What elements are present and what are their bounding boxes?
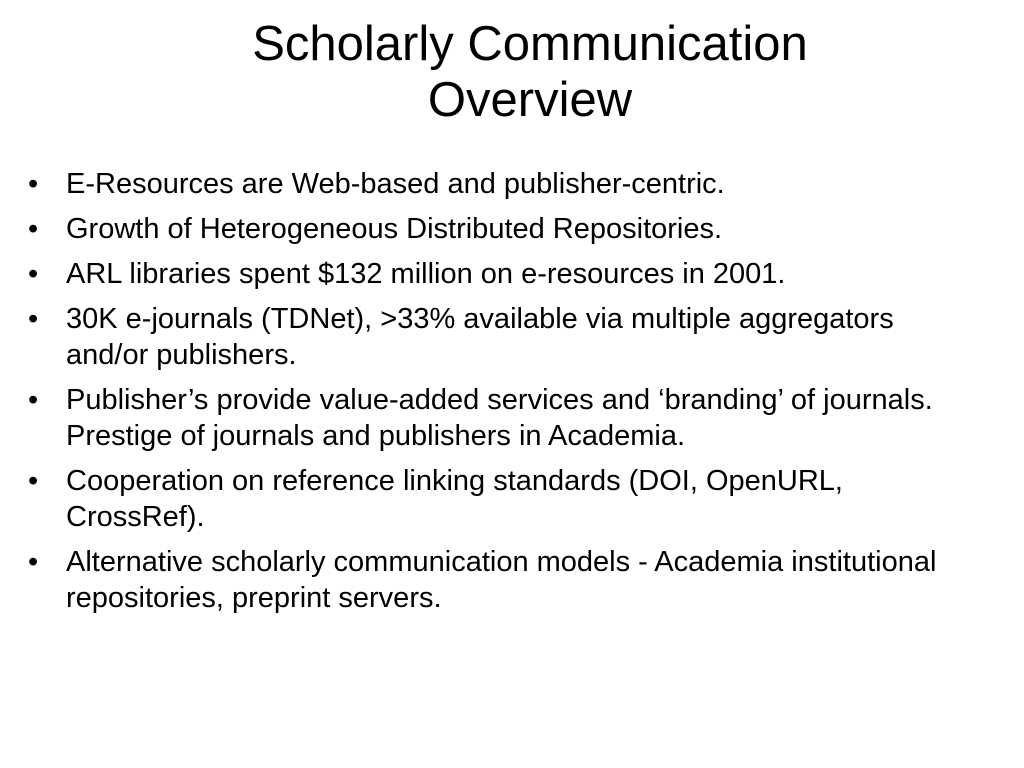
bullet-icon: • xyxy=(28,465,39,497)
slide-title-line-1: Scholarly Communication xyxy=(252,17,808,71)
bullet-icon: • xyxy=(28,258,39,290)
bullet-text: Publisher’s provide value-added services and ‘branding’ of journals. Prestige of journals and publishers in Academia. xyxy=(66,384,933,452)
bullet-icon: • xyxy=(28,546,39,578)
bullet-item xyxy=(28,382,978,454)
bullet-icon: • xyxy=(28,384,39,416)
slide-title-line-2: Overview xyxy=(427,73,633,127)
bullet-list xyxy=(28,166,978,625)
bullet-item xyxy=(28,544,978,616)
bullet-text: Growth of Heterogeneous Distributed Repositories. xyxy=(66,213,723,245)
slide-title xyxy=(60,16,1000,128)
bullet-text: E-Resources are Web-based and publisher-centric. xyxy=(66,168,725,200)
bullet-text: 30K e-journals (TDNet), >33% available via multiple aggregators and/or publishers. xyxy=(66,303,894,371)
bullet-icon: • xyxy=(28,168,39,200)
bullet-icon: • xyxy=(28,213,39,245)
bullet-item xyxy=(28,301,978,373)
bullet-text: ARL libraries spent $132 million on e-resources in 2001. xyxy=(66,258,786,290)
bullet-item xyxy=(28,256,978,292)
bullet-text: Alternative scholarly communication models - Academia institutional repositories, preprint servers. xyxy=(66,546,937,614)
bullet-item xyxy=(28,463,978,535)
bullet-item xyxy=(28,211,978,247)
bullet-icon: • xyxy=(28,303,39,335)
bullet-item xyxy=(28,166,978,202)
bullet-text: Cooperation on reference linking standards (DOI, OpenURL, CrossRef). xyxy=(66,465,843,533)
